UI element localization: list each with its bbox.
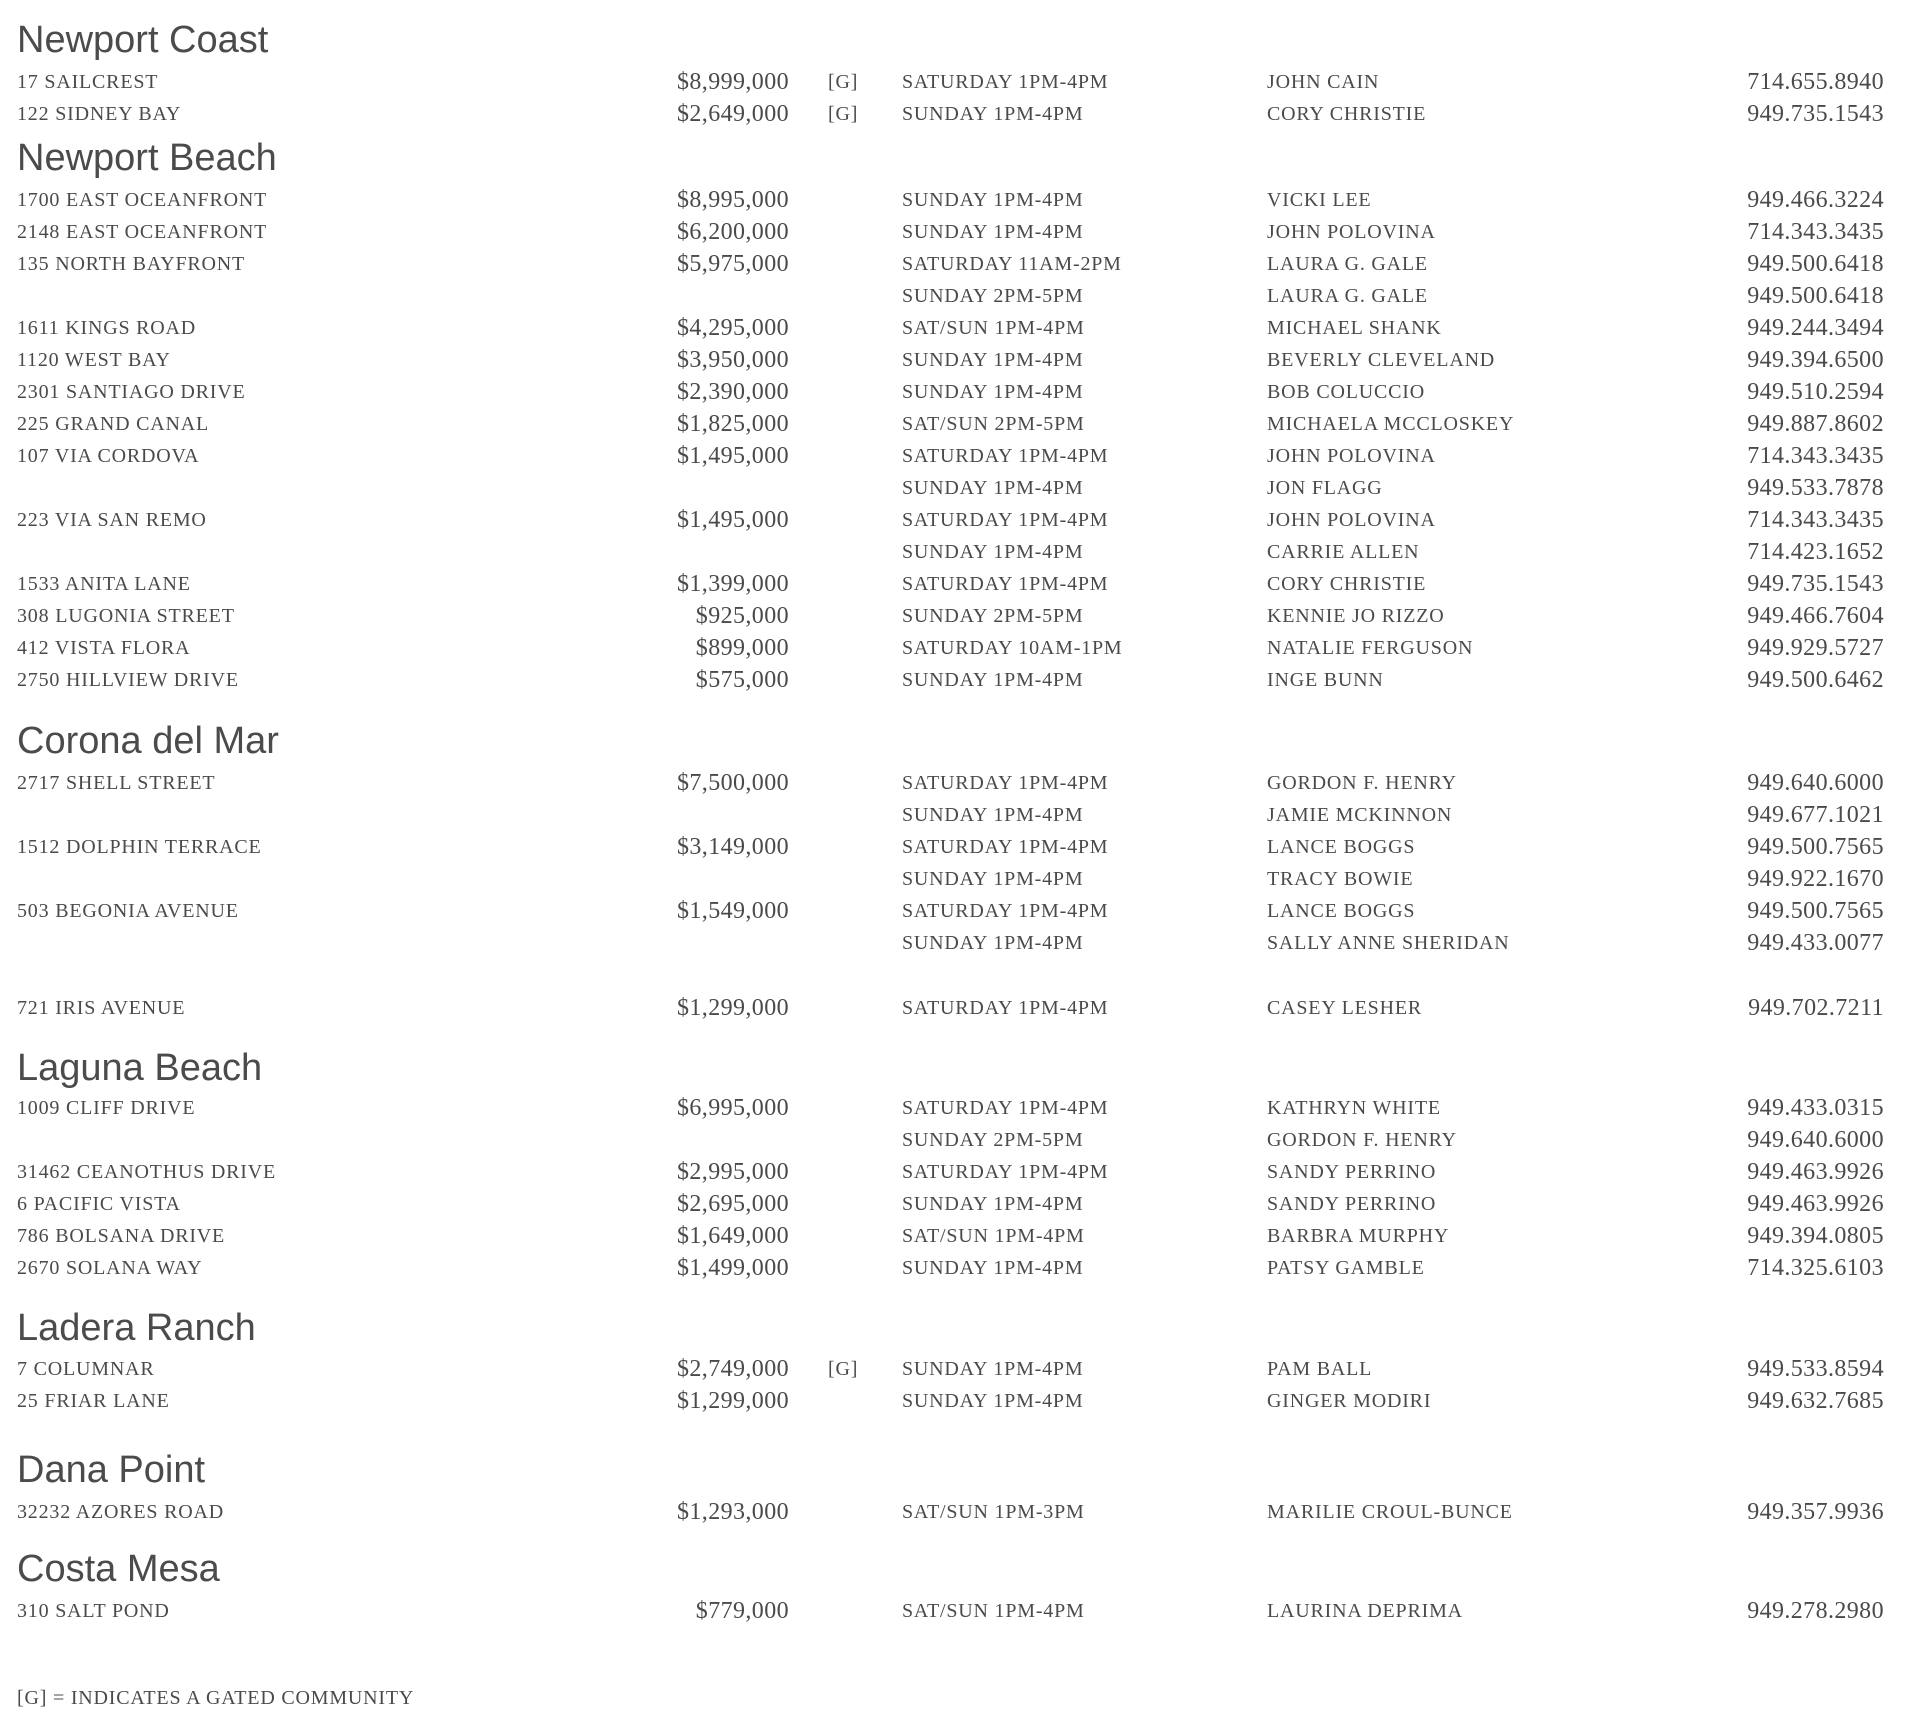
listing-price: $779,000 — [695, 1598, 789, 1624]
agent-phone: 949.533.8594 — [1747, 1356, 1884, 1382]
agent-phone: 949.510.2594 — [1747, 379, 1884, 405]
listing-row — [0, 312, 1921, 344]
open-house-time: SATURDAY 1PM-4PM — [902, 445, 1109, 467]
listing-address: 2148 EAST OCEANFRONT — [17, 221, 268, 243]
open-house-time: SUNDAY 1PM-4PM — [902, 381, 1084, 403]
agent-name: MICHAEL SHANK — [1267, 317, 1442, 339]
listing-row — [0, 632, 1921, 664]
listing-row — [0, 927, 1921, 959]
agent-name: GINGER MODIRI — [1267, 1390, 1432, 1412]
listing-price: $1,399,000 — [677, 571, 789, 597]
listing-address: 786 BOLSANA DRIVE — [17, 1225, 226, 1247]
agent-name: CASEY LESHER — [1267, 997, 1422, 1019]
listing-address: 7 COLUMNAR — [17, 1358, 155, 1380]
agent-name: CORY CHRISTIE — [1267, 103, 1427, 125]
open-house-time: SUNDAY 1PM-4PM — [902, 1390, 1084, 1412]
agent-phone: 949.394.6500 — [1747, 347, 1884, 373]
agent-name: MICHAELA MCCLOSKEY — [1267, 413, 1515, 435]
listing-price: $575,000 — [695, 667, 789, 693]
open-house-time: SATURDAY 1PM-4PM — [902, 573, 1109, 595]
listing-price: $2,649,000 — [677, 101, 789, 127]
gated-marker: [G] — [828, 1358, 859, 1380]
listing-address: 310 SALT POND — [17, 1600, 170, 1622]
agent-phone: 949.433.0315 — [1747, 1095, 1884, 1121]
agent-phone: 949.466.7604 — [1747, 603, 1884, 629]
listing-row — [0, 1595, 1921, 1627]
agent-name: INGE BUNN — [1267, 669, 1384, 691]
agent-name: MARILIE CROUL-BUNCE — [1267, 1501, 1513, 1523]
listing-price: $1,299,000 — [677, 995, 789, 1021]
open-house-time: SUNDAY 2PM-5PM — [902, 285, 1084, 307]
listing-address: 25 FRIAR LANE — [17, 1390, 170, 1412]
open-house-time: SUNDAY 1PM-4PM — [902, 669, 1084, 691]
listing-row — [0, 895, 1921, 927]
agent-name: TRACY BOWIE — [1267, 868, 1414, 890]
open-house-time: SAT/SUN 1PM-4PM — [902, 317, 1085, 339]
listing-row — [0, 440, 1921, 472]
listing-row — [0, 799, 1921, 831]
listing-row — [0, 408, 1921, 440]
open-house-time: SATURDAY 1PM-4PM — [902, 836, 1109, 858]
open-house-time: SUNDAY 1PM-4PM — [902, 804, 1084, 826]
agent-phone: 714.343.3435 — [1747, 443, 1884, 469]
listing-address: 32232 AZORES ROAD — [17, 1501, 224, 1523]
open-house-time: SUNDAY 1PM-4PM — [902, 1193, 1084, 1215]
open-house-time: SUNDAY 1PM-4PM — [902, 541, 1084, 563]
agent-name: JOHN POLOVINA — [1267, 509, 1436, 531]
agent-phone: 949.244.3494 — [1747, 315, 1884, 341]
listing-price: $1,293,000 — [677, 1499, 789, 1525]
agent-phone: 949.433.0077 — [1747, 930, 1884, 956]
section-title: Corona del Mar — [17, 720, 279, 762]
section-title: Newport Coast — [17, 19, 269, 61]
agent-phone: 949.500.7565 — [1747, 898, 1884, 924]
listing-price: $925,000 — [695, 603, 789, 629]
section-title: Laguna Beach — [17, 1047, 263, 1089]
agent-phone: 949.466.3224 — [1747, 187, 1884, 213]
listing-row — [0, 184, 1921, 216]
open-house-time: SATURDAY 1PM-4PM — [902, 509, 1109, 531]
listing-price: $1,495,000 — [677, 443, 789, 469]
listing-row — [0, 66, 1921, 98]
agent-phone: 949.735.1543 — [1747, 101, 1884, 127]
agent-phone: 714.423.1652 — [1747, 539, 1884, 565]
open-house-time: SUNDAY 1PM-4PM — [902, 349, 1084, 371]
open-house-time: SAT/SUN 1PM-4PM — [902, 1225, 1085, 1247]
listing-row — [0, 767, 1921, 799]
agent-name: VICKI LEE — [1267, 189, 1372, 211]
listing-row — [0, 98, 1921, 130]
listing-address: 135 NORTH BAYFRONT — [17, 253, 246, 275]
agent-name: JAMIE MCKINNON — [1267, 804, 1453, 826]
open-house-time: SUNDAY 2PM-5PM — [902, 1129, 1084, 1151]
open-house-time: SATURDAY 1PM-4PM — [902, 71, 1109, 93]
section-title: Costa Mesa — [17, 1548, 220, 1590]
listing-row — [0, 344, 1921, 376]
agent-name: JON FLAGG — [1267, 477, 1383, 499]
listing-row — [0, 1220, 1921, 1252]
open-house-time: SUNDAY 1PM-4PM — [902, 221, 1084, 243]
agent-name: SANDY PERRINO — [1267, 1193, 1437, 1215]
listing-address: 223 VIA SAN REMO — [17, 509, 207, 531]
listing-row — [0, 1124, 1921, 1156]
open-house-time: SUNDAY 1PM-4PM — [902, 1257, 1084, 1279]
listing-address: 2301 SANTIAGO DRIVE — [17, 381, 246, 403]
listing-address: 2717 SHELL STREET — [17, 772, 216, 794]
open-house-time: SUNDAY 1PM-4PM — [902, 932, 1084, 954]
agent-phone: 949.357.9936 — [1747, 1499, 1884, 1525]
listing-address: 503 BEGONIA AVENUE — [17, 900, 239, 922]
listing-row — [0, 664, 1921, 696]
open-house-time: SUNDAY 1PM-4PM — [902, 477, 1084, 499]
listing-address: 1009 CLIFF DRIVE — [17, 1097, 196, 1119]
listing-row — [0, 504, 1921, 536]
listing-address: 1512 DOLPHIN TERRACE — [17, 836, 262, 858]
agent-phone: 949.278.2980 — [1747, 1598, 1884, 1624]
open-house-time: SATURDAY 1PM-4PM — [902, 900, 1109, 922]
gated-footnote: [G] = INDICATES A GATED COMMUNITY — [17, 1687, 415, 1709]
listing-price: $6,200,000 — [677, 219, 789, 245]
agent-name: PATSY GAMBLE — [1267, 1257, 1425, 1279]
listing-address: 1120 WEST BAY — [17, 349, 171, 371]
agent-phone: 949.735.1543 — [1747, 571, 1884, 597]
listing-price: $3,950,000 — [677, 347, 789, 373]
listing-address: 412 VISTA FLORA — [17, 637, 191, 659]
listing-address: 31462 CEANOTHUS DRIVE — [17, 1161, 277, 1183]
open-house-time: SATURDAY 1PM-4PM — [902, 1097, 1109, 1119]
listing-address: 308 LUGONIA STREET — [17, 605, 235, 627]
listing-row — [0, 1156, 1921, 1188]
agent-phone: 949.500.6418 — [1747, 251, 1884, 277]
listing-row — [0, 568, 1921, 600]
listing-row — [0, 472, 1921, 504]
agent-phone: 714.343.3435 — [1747, 219, 1884, 245]
listing-row — [0, 992, 1921, 1024]
listing-price: $8,999,000 — [677, 69, 789, 95]
open-house-time: SUNDAY 2PM-5PM — [902, 605, 1084, 627]
listing-price: $5,975,000 — [677, 251, 789, 277]
listing-address: 122 SIDNEY BAY — [17, 103, 182, 125]
listing-row — [0, 280, 1921, 312]
open-house-time: SATURDAY 1PM-4PM — [902, 1161, 1109, 1183]
agent-name: LAURA G. GALE — [1267, 253, 1428, 275]
agent-name: SALLY ANNE SHERIDAN — [1267, 932, 1510, 954]
agent-phone: 949.887.8602 — [1747, 411, 1884, 437]
agent-phone: 949.463.9926 — [1747, 1191, 1884, 1217]
agent-phone: 949.632.7685 — [1747, 1388, 1884, 1414]
open-house-time: SATURDAY 10AM-1PM — [902, 637, 1123, 659]
section-title: Dana Point — [17, 1449, 206, 1491]
listing-address: 721 IRIS AVENUE — [17, 997, 186, 1019]
agent-name: KENNIE JO RIZZO — [1267, 605, 1445, 627]
open-house-time: SUNDAY 1PM-4PM — [902, 868, 1084, 890]
agent-phone: 949.533.7878 — [1747, 475, 1884, 501]
listing-row — [0, 863, 1921, 895]
agent-name: JOHN CAIN — [1267, 71, 1380, 93]
agent-phone: 714.655.8940 — [1747, 69, 1884, 95]
gated-marker: [G] — [828, 103, 859, 125]
agent-phone: 949.702.7211 — [1748, 995, 1884, 1021]
listing-row — [0, 1353, 1921, 1385]
gated-marker: [G] — [828, 71, 859, 93]
listing-price: $1,825,000 — [677, 411, 789, 437]
open-house-time: SAT/SUN 1PM-4PM — [902, 1600, 1085, 1622]
agent-phone: 949.500.6418 — [1747, 283, 1884, 309]
listing-row — [0, 216, 1921, 248]
agent-phone: 949.640.6000 — [1747, 770, 1884, 796]
listing-price: $899,000 — [695, 635, 789, 661]
listing-row — [0, 1092, 1921, 1124]
agent-name: LAURINA DEPRIMA — [1267, 1600, 1463, 1622]
agent-phone: 949.677.1021 — [1747, 802, 1884, 828]
listing-address: 1533 ANITA LANE — [17, 573, 191, 595]
open-house-time: SATURDAY 1PM-4PM — [902, 997, 1109, 1019]
listing-price: $2,390,000 — [677, 379, 789, 405]
listing-price: $1,495,000 — [677, 507, 789, 533]
open-house-time: SUNDAY 1PM-4PM — [902, 103, 1084, 125]
agent-name: GORDON F. HENRY — [1267, 772, 1457, 794]
listing-address: 6 PACIFIC VISTA — [17, 1193, 181, 1215]
agent-phone: 949.463.9926 — [1747, 1159, 1884, 1185]
listing-row — [0, 1252, 1921, 1284]
agent-name: LAURA G. GALE — [1267, 285, 1428, 307]
agent-name: CORY CHRISTIE — [1267, 573, 1427, 595]
open-house-time: SUNDAY 1PM-4PM — [902, 1358, 1084, 1380]
listing-price: $1,299,000 — [677, 1388, 789, 1414]
listing-price: $3,149,000 — [677, 834, 789, 860]
agent-phone: 949.640.6000 — [1747, 1127, 1884, 1153]
agent-name: GORDON F. HENRY — [1267, 1129, 1457, 1151]
listing-price: $6,995,000 — [677, 1095, 789, 1121]
listing-price: $1,549,000 — [677, 898, 789, 924]
agent-name: LANCE BOGGS — [1267, 900, 1416, 922]
listing-row — [0, 1385, 1921, 1417]
open-house-time: SAT/SUN 1PM-3PM — [902, 1501, 1085, 1523]
agent-name: PAM BALL — [1267, 1358, 1373, 1380]
agent-phone: 949.929.5727 — [1747, 635, 1884, 661]
agent-name: BEVERLY CLEVELAND — [1267, 349, 1496, 371]
agent-name: LANCE BOGGS — [1267, 836, 1416, 858]
agent-name: SANDY PERRINO — [1267, 1161, 1437, 1183]
listing-price: $4,295,000 — [677, 315, 789, 341]
open-house-time: SAT/SUN 2PM-5PM — [902, 413, 1085, 435]
listing-row — [0, 600, 1921, 632]
agent-phone: 949.500.7565 — [1747, 834, 1884, 860]
listing-address: 2670 SOLANA WAY — [17, 1257, 203, 1279]
open-house-time: SUNDAY 1PM-4PM — [902, 189, 1084, 211]
listing-price: $1,499,000 — [677, 1255, 789, 1281]
listing-price: $7,500,000 — [677, 770, 789, 796]
agent-name: CARRIE ALLEN — [1267, 541, 1420, 563]
agent-name: JOHN POLOVINA — [1267, 445, 1436, 467]
listing-row — [0, 1188, 1921, 1220]
open-house-time: SATURDAY 11AM-2PM — [902, 253, 1122, 275]
listing-row — [0, 536, 1921, 568]
listing-price: $1,649,000 — [677, 1223, 789, 1249]
listing-row — [0, 831, 1921, 863]
agent-name: BOB COLUCCIO — [1267, 381, 1425, 403]
listing-address: 17 SAILCREST — [17, 71, 159, 93]
agent-phone: 714.343.3435 — [1747, 507, 1884, 533]
agent-name: KATHRYN WHITE — [1267, 1097, 1441, 1119]
listing-address: 1700 EAST OCEANFRONT — [17, 189, 268, 211]
agent-phone: 949.922.1670 — [1747, 866, 1884, 892]
section-title: Ladera Ranch — [17, 1307, 256, 1349]
listing-address: 2750 HILLVIEW DRIVE — [17, 669, 239, 691]
listing-address: 1611 KINGS ROAD — [17, 317, 197, 339]
listing-price: $2,749,000 — [677, 1356, 789, 1382]
listing-price: $2,695,000 — [677, 1191, 789, 1217]
listing-address: 225 GRAND CANAL — [17, 413, 209, 435]
listing-price: $8,995,000 — [677, 187, 789, 213]
agent-name: NATALIE FERGUSON — [1267, 637, 1474, 659]
agent-name: JOHN POLOVINA — [1267, 221, 1436, 243]
agent-name: BARBRA MURPHY — [1267, 1225, 1450, 1247]
open-house-time: SATURDAY 1PM-4PM — [902, 772, 1109, 794]
agent-phone: 949.500.6462 — [1747, 667, 1884, 693]
section-title: Newport Beach — [17, 137, 277, 179]
listing-row — [0, 376, 1921, 408]
listing-row — [0, 248, 1921, 280]
listing-price: $2,995,000 — [677, 1159, 789, 1185]
listing-row — [0, 1496, 1921, 1528]
agent-phone: 949.394.0805 — [1747, 1223, 1884, 1249]
agent-phone: 714.325.6103 — [1747, 1255, 1884, 1281]
listing-address: 107 VIA CORDOVA — [17, 445, 200, 467]
